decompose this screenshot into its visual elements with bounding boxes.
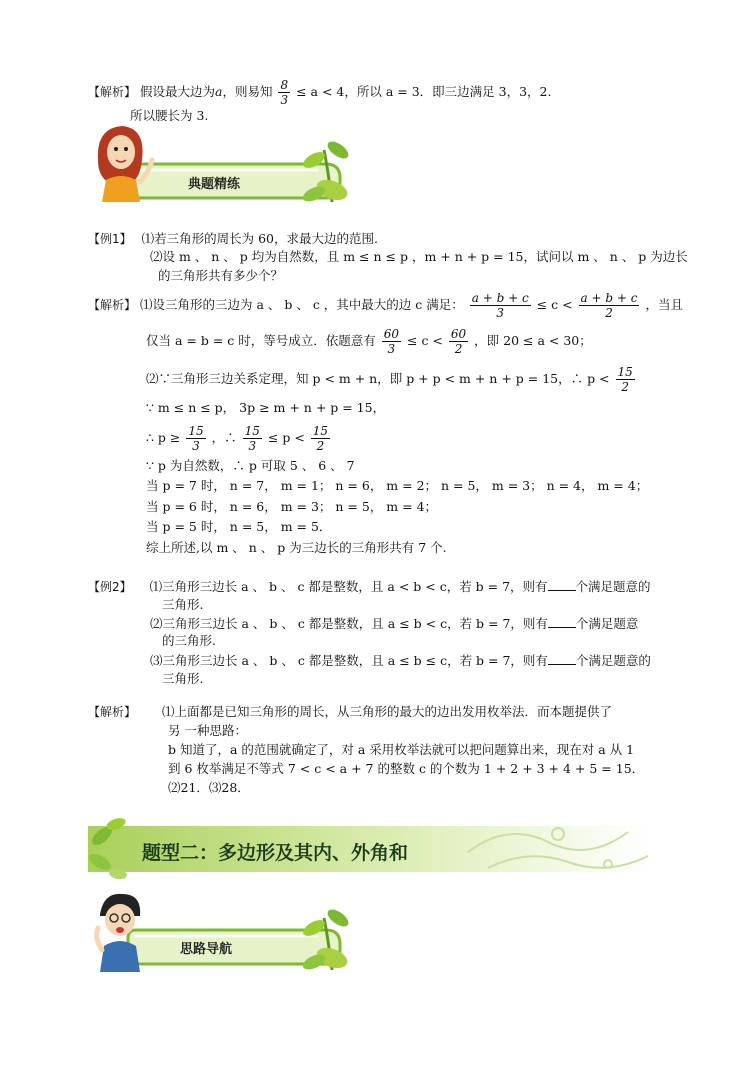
ex2-line-1 (88, 578, 651, 595)
ex1-q2a: ⑵设 m 、 n 、 p 均为自然数，且 m ≤ n ≤ p ，m + n + p = 15，试问以 m 、 n 、 p 为边长 (150, 249, 688, 264)
ex1-label: 【例1】 (88, 232, 132, 246)
intro-text-c: ≤ a < 4，所以 a = 3．即三边满足 3，3，2. (296, 84, 552, 99)
sol1-line-7: 当 p = 7 时， n = 7， m = 1； n = 6， m = 2； n = 5， m = 3； n = 4， m = 4； (146, 478, 649, 493)
ex2-line-3 (150, 652, 651, 669)
sol2-line-3: b 知道了，a 的范围就确定了，对 a 采用枚举法就可以把问题算出来，现在对 a 从 1 (168, 742, 635, 757)
sol1-line-9: 当 p = 5 时， n = 5， m = 5． (146, 519, 332, 534)
sol1-text-2mid: ≤ c < (407, 333, 443, 348)
ex2-blank-3[interactable] (548, 652, 576, 665)
sol1-frac-6: $\frac{15}{3}$ (188, 424, 204, 453)
sol1-line-4: ∵ m ≤ n ≤ p， 3p ≥ m + n + p = 15， (146, 400, 386, 415)
banner-2-title: 思路导航 (180, 942, 233, 957)
ex2-q2c: 的三角形. (162, 633, 216, 648)
sol1-frac-2: $\frac{a + b + c}{2}$ (580, 291, 638, 320)
sol1-frac-7: $\frac{15}{3}$ (244, 424, 260, 453)
banner-thinking-guide (88, 890, 358, 974)
ex2-line-2 (150, 615, 638, 632)
sol1-frac-8: $\frac{15}{2}$ (312, 424, 329, 453)
intro-var: a (215, 84, 223, 99)
sol1-line-10: 综上所述,以 m 、 n 、 p 为三边长的三角形共有 7 个. (146, 540, 447, 555)
sol2-text-1: ⑴上面都是已知三角形的周长，从三角形的最大的边出发用枚举法．而本题提供了 (162, 704, 613, 719)
intro-label: 【解析】 (88, 85, 137, 99)
intro-line-1 (88, 78, 551, 107)
ex1-line-1 (88, 231, 378, 247)
ex2-blank-2[interactable] (548, 615, 576, 628)
intro-fraction: $\frac{8}{3}$ (280, 78, 289, 107)
ex2-q1b: 个满足题意的 (575, 579, 651, 594)
ex2-q1c: 三角形. (162, 597, 204, 612)
intro-line-2: 所以腰长为 3. (130, 108, 209, 123)
sol1-frac-5: $\frac{15}{2}$ (617, 365, 633, 394)
ex1-q1: ⑴若三角形的周长为 60，求最大边的范围. (141, 231, 378, 246)
sol1-label: 【解析】 (88, 298, 137, 312)
section-2-title: 题型二：多边形及其内、外角和 (142, 842, 409, 864)
sol2-label: 【解析】 (88, 705, 137, 719)
banner-2-graphic (88, 890, 358, 974)
sol1-text-1b: ，当且 (645, 297, 683, 312)
sol1-frac-1: $\frac{a + b + c}{3}$ (471, 291, 529, 320)
sol1-text-3a: ⑵∵三角形三边关系定理，知 p < m + n，即 p + p < m + n + p = 15，∴ p < (146, 371, 610, 386)
intro-text-a: 假设最大边为 (140, 84, 216, 99)
banner-example-practice (88, 120, 358, 204)
banner-1-title: 典题精练 (188, 177, 241, 192)
sol2-line-1 (88, 704, 612, 720)
sol2-line-4: 到 6 枚举满足不等式 7 < c < a + 7 的整数 c 的个数为 1 + 2 + 3 + 4 + 5 = 15． (168, 761, 645, 776)
ex2-q1a: ⑴三角形三边长 a 、 b 、 c 都是整数，且 a < b < c，若 b = 7，则有 (149, 579, 548, 594)
ex2-blank-1[interactable] (548, 578, 576, 591)
ex1-q2b: 的三角形共有多少个？ (158, 268, 284, 283)
ex2-q2b: 个满足题意 (575, 616, 639, 631)
sol1-line-3 (146, 362, 637, 396)
sol1-line-6: ∵ p 为自然数，∴ p 可取 5 、 6 、 7 (146, 458, 355, 473)
sol1-text-1a: ⑴设三角形的三边为 a 、 b 、 c ，其中最大的边 c 满足： (140, 297, 464, 312)
ex2-q3a: ⑶三角形三边长 a 、 b 、 c 都是整数，且 a ≤ b ≤ c，若 b = 7，则有 (150, 653, 548, 668)
intro-text-b: ，则易知 (222, 84, 273, 99)
section-2-header (88, 812, 668, 884)
sol1-frac-4: $\frac{60}{2}$ (450, 327, 467, 356)
ex2-q2a: ⑵三角形三边长 a 、 b 、 c 都是整数，且 a ≤ b < c，若 b = 7，则有 (150, 616, 548, 631)
sol1-text-2b: ，即 20 ≤ a < 30； (474, 333, 592, 348)
sol1-text-5b: ，∴ (211, 430, 237, 445)
sol2-line-2: 另 一种思路： (168, 723, 247, 738)
sol1-line-1 (88, 288, 683, 322)
sol2-line-5: ⑵21．⑶28． (168, 780, 250, 795)
sol1-line-2 (146, 324, 592, 358)
sol1-line-8: 当 p = 6 时， n = 6， m = 3； n = 5， m = 4； (146, 499, 438, 514)
ex2-label: 【例2】 (88, 580, 132, 594)
sol1-text-1mid: ≤ c < (536, 297, 573, 312)
sol1-text-5c: ≤ p < (267, 430, 305, 445)
sol1-text-2a: 仅当 a = b = c 时，等号成立．依题意有 (146, 333, 376, 348)
ex2-q3c: 三角形. (162, 671, 204, 686)
sol1-text-5a: ∴ p ≥ (146, 430, 181, 445)
sol1-frac-3: $\frac{60}{3}$ (383, 327, 400, 356)
ex2-q3b: 个满足题意的 (575, 653, 651, 668)
sol1-line-5 (146, 421, 332, 455)
